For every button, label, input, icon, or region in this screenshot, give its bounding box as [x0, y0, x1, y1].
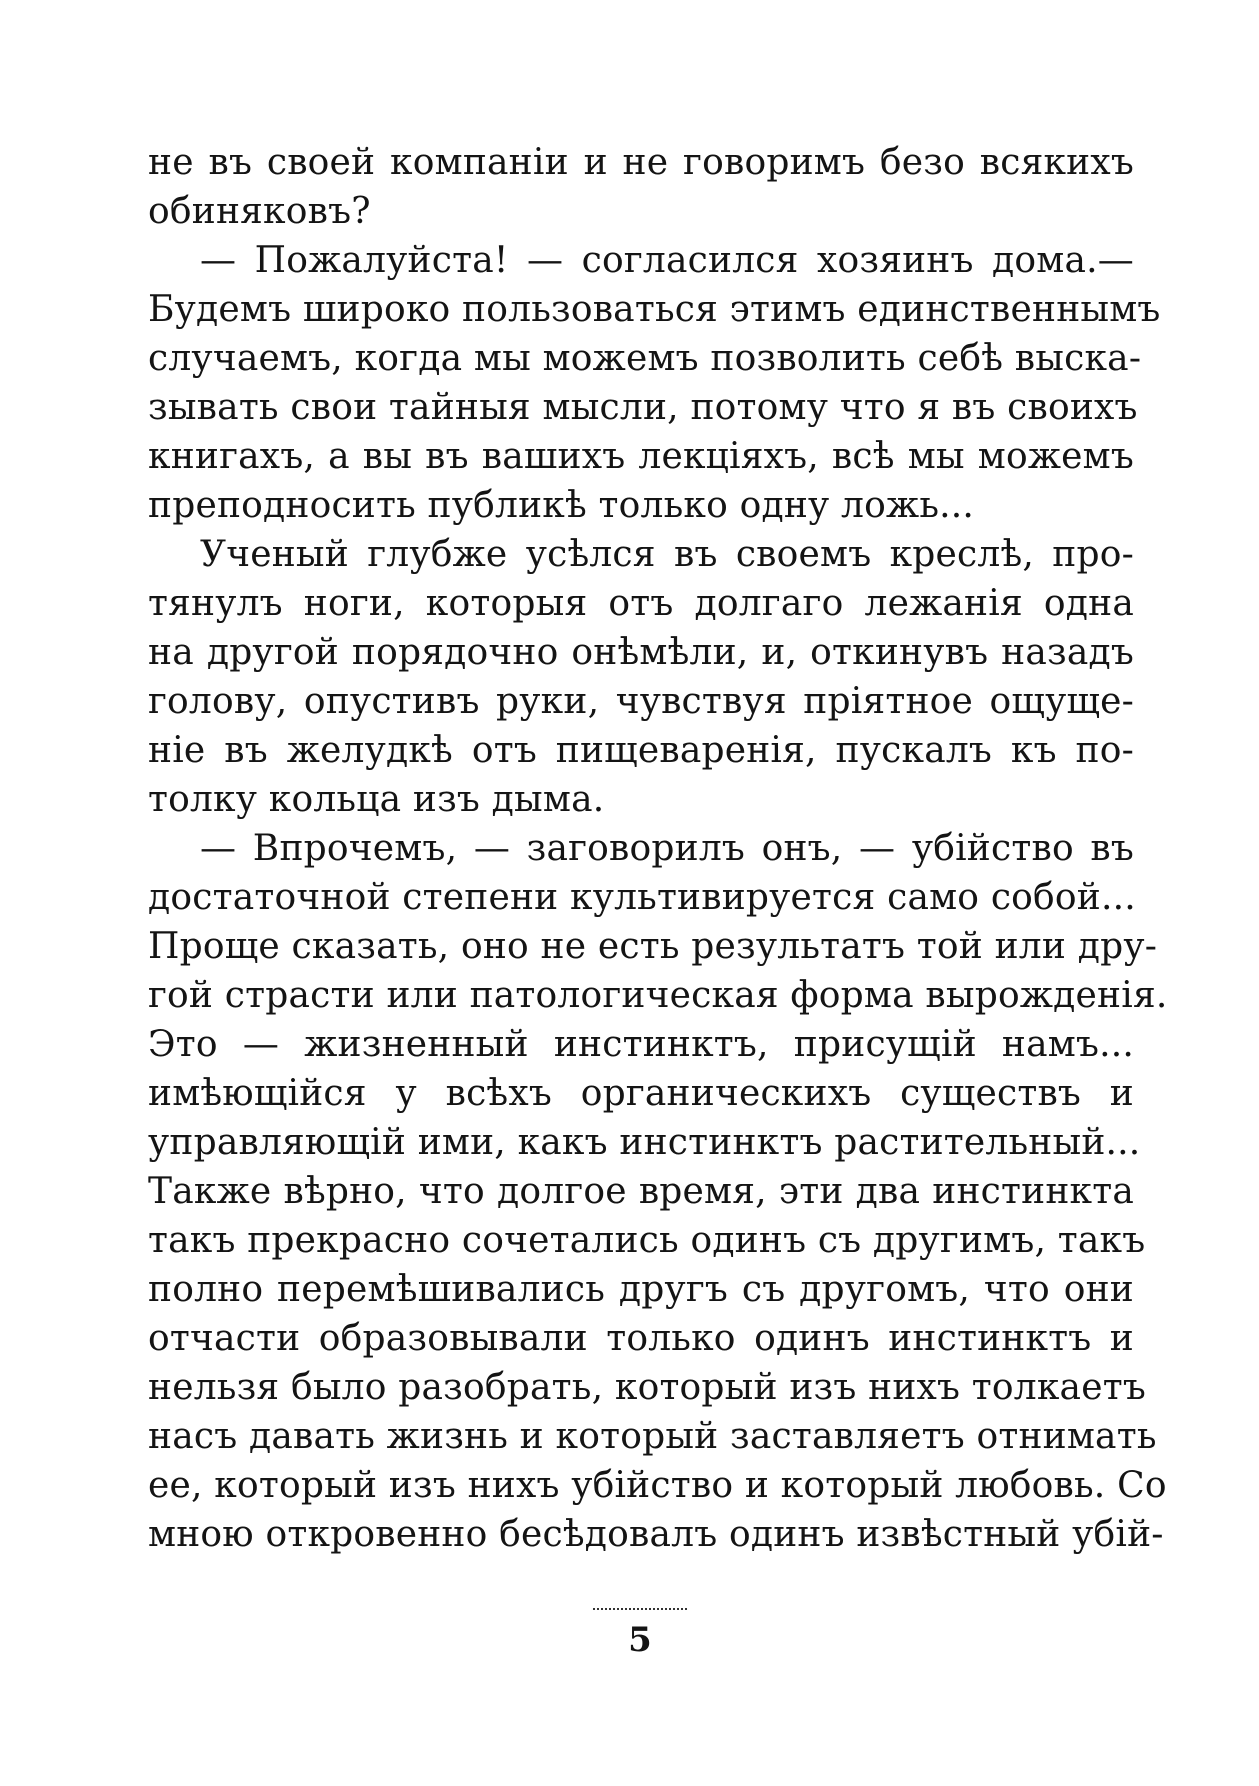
text-line: имѣющійся у всѣхъ органическихъ существъ и [148, 1073, 1134, 1114]
text-line: зывать свои тайныя мысли, потому что я въ своихъ [148, 387, 1138, 428]
text-line: насъ давать жизнь и который заставляетъ отнимать [148, 1416, 1157, 1457]
text-line: полно перемѣшивались другъ съ другомъ, что они [148, 1269, 1134, 1310]
text-line: отчасти образовывали только одинъ инстинктъ и [148, 1318, 1134, 1359]
text-line: — Пожалуйста! — согласился хозяинъ дома.— [200, 240, 1134, 281]
text-line: управляющій ими, какъ инстинктъ растительный... [148, 1122, 1141, 1163]
footer-dotted-rule [593, 1608, 687, 1610]
text-line: голову, опустивъ руки, чувствуя пріятное ощуще- [148, 681, 1134, 722]
text-line: достаточной степени культивируется само собой... [148, 877, 1136, 918]
text-line: Также вѣрно, что долгое время, эти два инстинкта [148, 1171, 1134, 1212]
text-line: обиняковъ? [148, 191, 371, 232]
text-line: Будемъ широко пользоваться этимъ единственнымъ [148, 289, 1161, 330]
page-body-text [148, 138, 1168, 1559]
page-number: 5 [628, 1620, 652, 1660]
text-line: не въ своей компаніи и не говоримъ безо всякихъ [148, 142, 1134, 183]
text-line: случаемъ, когда мы можемъ позволить себѣ выска- [148, 338, 1142, 379]
text-line: — Впрочемъ, — заговорилъ онъ, — убійство въ [200, 828, 1134, 869]
text-line: книгахъ, а вы въ вашихъ лекціяхъ, всѣ мы можемъ [148, 436, 1134, 477]
text-line: Это — жизненный инстинктъ, присущій намъ... [148, 1024, 1134, 1065]
text-line: ніе въ желудкѣ отъ пищеваренія, пускалъ къ по- [148, 730, 1134, 771]
text-line: мною откровенно бесѣдовалъ одинъ извѣстный убій- [148, 1514, 1164, 1555]
text-line: Проще сказать, оно не есть результатъ той или дру- [148, 926, 1158, 967]
text-line: толку кольца изъ дыма. [148, 779, 605, 820]
text-line: тянулъ ноги, которыя отъ долгаго лежанія одна [148, 583, 1134, 624]
text-line: преподносить публикѣ только одну ложь... [148, 485, 975, 526]
text-line: гой страсти или патологическая форма вырожденія. [148, 975, 1168, 1016]
text-line: Ученый глубже усѣлся въ своемъ креслѣ, про- [200, 534, 1134, 575]
text-line: на другой порядочно онѣмѣли, и, откинувъ назадъ [148, 632, 1134, 673]
text-line: нельзя было разобрать, который изъ нихъ толкаетъ [148, 1367, 1146, 1408]
text-line: такъ прекрасно сочетались одинъ съ другимъ, такъ [148, 1220, 1146, 1261]
text-line: ее, который изъ нихъ убійство и который любовь. Со [148, 1465, 1167, 1506]
